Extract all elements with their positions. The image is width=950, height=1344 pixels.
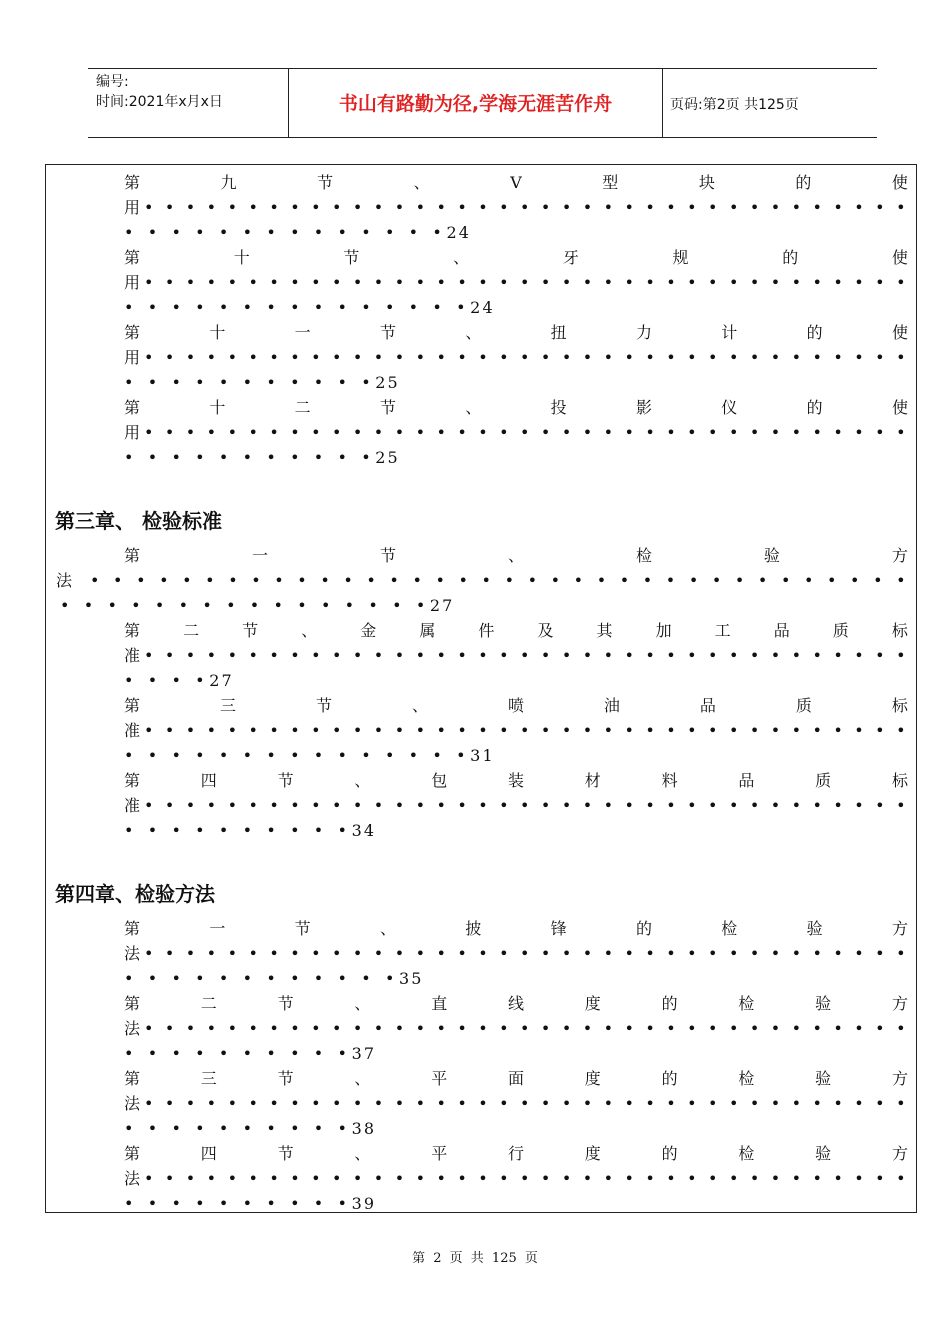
- toc-title-char: 、: [465, 323, 482, 342]
- toc-title-char: 方: [891, 919, 908, 938]
- toc-entry-continuation: [124, 721, 142, 741]
- toc-title-char: 平: [431, 1144, 448, 1163]
- toc-title-char: 节: [317, 173, 334, 192]
- toc-title-char: 检: [738, 1144, 755, 1163]
- toc-entry-continuation: [124, 646, 142, 666]
- toc-title-char: 其: [596, 621, 613, 640]
- toc-title-char: 使: [891, 173, 908, 192]
- toc-title-char: 第: [124, 173, 141, 192]
- toc-title-char: 节: [315, 696, 332, 715]
- toc-title-char: 第: [124, 248, 141, 267]
- toc-entry-title[interactable]: [124, 546, 908, 566]
- toc-entry-title[interactable]: [124, 919, 908, 939]
- toc-title-char: 喷: [507, 696, 524, 715]
- toc-title-char: 节: [277, 994, 294, 1013]
- toc-title-char: 节: [379, 323, 396, 342]
- toc-continuation-char: 法: [124, 1169, 143, 1188]
- toc-title-char: 、: [453, 248, 470, 267]
- toc-page-number: 38: [351, 1119, 377, 1138]
- toc-entry-continuation: [124, 796, 142, 816]
- toc-leader-dots: • • • • • • • • • • • • • • • • • • • • • • • • • • • • • • • • • • • • •: [144, 646, 908, 665]
- toc-title-char: 度: [584, 1144, 601, 1163]
- toc-entry-continuation: [124, 273, 142, 293]
- toc-title-char: 十: [209, 323, 226, 342]
- toc-title-char: 四: [200, 1144, 217, 1163]
- toc-title-char: 使: [891, 248, 908, 267]
- toc-title-char: 金: [360, 621, 377, 640]
- toc-title-char: 线: [507, 994, 524, 1013]
- toc-entry-title[interactable]: [124, 696, 908, 716]
- header-page-cell: [662, 69, 877, 137]
- toc-page-number: 37: [351, 1044, 377, 1063]
- toc-title-char: 第: [124, 1144, 141, 1163]
- toc-title-char: 的: [635, 919, 652, 938]
- toc-page-number: 24: [470, 298, 495, 317]
- toc-leader-tail: • • • • • • • • • • • • • • • •27: [60, 596, 455, 615]
- toc-title-char: 质: [815, 771, 832, 790]
- toc-entry-continuation: [124, 423, 142, 443]
- toc-title-char: 仪: [721, 398, 738, 417]
- toc-title-char: 节: [379, 546, 396, 565]
- toc-title-char: 加: [655, 621, 672, 640]
- toc-title-char: 使: [891, 323, 908, 342]
- toc-leader-dots: • • • • • • • • • • • • • • • • • • • • • • • • • • • • • • • • • • • • •: [144, 796, 908, 815]
- toc-entry-continuation: [124, 944, 142, 964]
- toc-entry-continuation: [56, 571, 74, 591]
- toc-continuation-char: 法: [124, 944, 143, 963]
- toc-title-char: 及: [537, 621, 554, 640]
- toc-title-char: 、: [507, 546, 524, 565]
- toc-page-number: 27: [209, 671, 234, 690]
- toc-entry-title[interactable]: [124, 994, 908, 1014]
- toc-entry-title[interactable]: [124, 771, 908, 791]
- time-label: 时间:2021年x月x日: [96, 94, 223, 110]
- toc-title-char: 工: [714, 621, 731, 640]
- toc-title-char: 的: [782, 248, 799, 267]
- toc-leader-dots: • • • • • • • • • • • • • • • • • • • • • • • • • • • • • • • • • • • • •: [144, 721, 908, 740]
- toc-title-char: 三: [200, 1069, 217, 1088]
- toc-entry-title[interactable]: [124, 621, 908, 641]
- toc-title-char: 节: [277, 1069, 294, 1088]
- toc-entry-continuation: [124, 1094, 142, 1114]
- toc-title-char: 品: [738, 771, 755, 790]
- toc-title-char: 牙: [562, 248, 579, 267]
- toc-title-char: 质: [832, 621, 849, 640]
- toc-leader-tail: • • • • • • • • • • •25: [124, 373, 400, 392]
- toc-leader-tail: • • • • • • • • • • • •35: [124, 969, 424, 988]
- toc-title-char: 的: [661, 1144, 678, 1163]
- toc-title-char: 、: [301, 621, 318, 640]
- toc-title-char: 第: [124, 919, 141, 938]
- toc-title-char: 使: [891, 398, 908, 417]
- toc-title-char: 装: [507, 771, 524, 790]
- toc-leader-tail: • • • • • • • • • •37: [124, 1044, 377, 1063]
- toc-title-char: 检: [721, 919, 738, 938]
- toc-title-char: 标: [891, 771, 908, 790]
- toc-continuation-char: 用: [124, 273, 143, 292]
- toc-title-char: 二: [200, 994, 217, 1013]
- toc-title-char: 披: [465, 919, 482, 938]
- toc-title-char: 一: [251, 546, 268, 565]
- toc-continuation-char: 准: [124, 796, 143, 815]
- toc-title-char: 料: [661, 771, 678, 790]
- toc-page-number: 31: [470, 746, 495, 765]
- toc-page-number: 25: [375, 448, 400, 467]
- toc-continuation-char: 用: [124, 423, 143, 442]
- toc-leader-dots: • • • • • • • • • • • • • • • • • • • • • • • • • • • • • • • • • • • • •: [144, 944, 908, 963]
- toc-title-char: 第: [124, 696, 141, 715]
- toc-page-number: 34: [351, 821, 377, 840]
- toc-continuation-char: 法: [56, 571, 75, 590]
- toc-title-char: 质: [795, 696, 812, 715]
- toc-entry-continuation: [124, 1169, 142, 1189]
- toc-title-char: 、: [354, 771, 371, 790]
- chapter4-heading: 第四章、检验方法: [55, 882, 215, 906]
- toc-title-char: 方: [891, 1144, 908, 1163]
- toc-continuation-char: 准: [124, 721, 143, 740]
- toc-leader-dots: • • • • • • • • • • • • • • • • • • • • • • • • • • • • • • • • • • • • •: [144, 1094, 908, 1113]
- toc-title-char: 节: [294, 919, 311, 938]
- number-label: 编号:: [96, 74, 129, 90]
- toc-leader-dots: • • • • • • • • • • • • • • • • • • • • • • • • • • • • • • • • • • • • •: [144, 1169, 908, 1188]
- toc-title-char: 面: [507, 1069, 524, 1088]
- toc-title-char: 的: [806, 398, 823, 417]
- toc-title-char: 块: [698, 173, 715, 192]
- toc-title-char: 度: [584, 1069, 601, 1088]
- toc-leader-tail: • • • • • • • • • • • • • •24: [124, 223, 472, 242]
- toc-title-char: 标: [891, 621, 908, 640]
- toc-title-char: 品: [773, 621, 790, 640]
- toc-title-char: V: [510, 173, 522, 192]
- toc-title-char: 的: [661, 1069, 678, 1088]
- toc-leader-dots: • • • • • • • • • • • • • • • • • • • • • • • • • • • • • • • • • • • • •: [144, 198, 908, 217]
- toc-title-char: 的: [661, 994, 678, 1013]
- page-header: [88, 68, 877, 138]
- toc-title-char: 计: [721, 323, 738, 342]
- toc-entry-continuation: [124, 1019, 142, 1039]
- toc-continuation-char: 法: [124, 1094, 143, 1113]
- toc-title-char: 规: [672, 248, 689, 267]
- toc-title-char: 件: [478, 621, 495, 640]
- toc-title-char: 检: [738, 994, 755, 1013]
- toc-title-char: 、: [354, 994, 371, 1013]
- toc-continuation-char: 法: [124, 1019, 143, 1038]
- toc-page-number: 25: [375, 373, 400, 392]
- toc-title-char: 平: [431, 1069, 448, 1088]
- toc-title-char: 油: [603, 696, 620, 715]
- toc-title-char: 节: [277, 771, 294, 790]
- toc-leader-dots: • • • • • • • • • • • • • • • • • • • • • • • • • • • • • • • • • • • • •: [144, 423, 908, 442]
- toc-title-char: 、: [465, 398, 482, 417]
- toc-entry-continuation: [124, 198, 142, 218]
- toc-title-char: 检: [635, 546, 652, 565]
- toc-title-char: 投: [550, 398, 567, 417]
- toc-page-number: 35: [399, 969, 424, 988]
- toc-entry-title[interactable]: [124, 323, 908, 343]
- toc-title-char: 属: [419, 621, 436, 640]
- toc-page-number: 39: [351, 1194, 377, 1213]
- header-page-label: 页码:第2页 共125页: [670, 97, 799, 113]
- toc-title-char: 九: [220, 173, 237, 192]
- toc-title-char: 一: [209, 919, 226, 938]
- toc-title-char: 节: [242, 621, 259, 640]
- toc-title-char: 、: [379, 919, 396, 938]
- toc-title-char: 一: [294, 323, 311, 342]
- toc-title-char: 型: [602, 173, 619, 192]
- toc-box: [45, 164, 917, 1213]
- page-footer: 第 2 页 共 125 页: [412, 1251, 538, 1266]
- header-meta: [88, 69, 288, 137]
- toc-title-char: 第: [124, 546, 141, 565]
- toc-leader-tail: • • • • • • • • • •34: [124, 821, 377, 840]
- toc-title-char: 、: [413, 173, 430, 192]
- toc-entry-title[interactable]: [124, 248, 908, 268]
- toc-title-char: 行: [507, 1144, 524, 1163]
- toc-title-char: 第: [124, 621, 141, 640]
- toc-title-char: 的: [795, 173, 812, 192]
- toc-leader-dots: • • • • • • • • • • • • • • • • • • • • • • • • • • • • • • • • • • • • •: [144, 348, 908, 367]
- toc-entry-title[interactable]: [124, 398, 908, 418]
- toc-title-char: 扭: [550, 323, 567, 342]
- toc-title-char: 第: [124, 771, 141, 790]
- toc-title-char: 影: [635, 398, 652, 417]
- toc-title-char: 方: [891, 546, 908, 565]
- toc-title-char: 第: [124, 323, 141, 342]
- toc-title-char: 标: [891, 696, 908, 715]
- toc-page-number: 27: [429, 596, 455, 615]
- toc-title-char: 节: [277, 1144, 294, 1163]
- toc-title-char: 、: [411, 696, 428, 715]
- toc-leader-tail: • • • • • • • • • •38: [124, 1119, 377, 1138]
- toc-title-char: 度: [584, 994, 601, 1013]
- toc-continuation-char: 准: [124, 646, 143, 665]
- toc-title-char: 验: [815, 1144, 832, 1163]
- toc-leader-tail: • • • • • • • • • • • • • • •31: [124, 746, 495, 765]
- toc-title-char: 验: [763, 546, 780, 565]
- toc-title-char: 方: [891, 1069, 908, 1088]
- toc-leader-dots: • • • • • • • • • • • • • • • • • • • • • • • • • • • • • • • • • • • • •: [144, 273, 908, 292]
- toc-continuation-char: 用: [124, 348, 143, 367]
- toc-title-char: 方: [891, 994, 908, 1013]
- toc-title-char: 第: [124, 398, 141, 417]
- toc-title-char: 、: [354, 1069, 371, 1088]
- toc-entry-continuation: [124, 348, 142, 368]
- toc-leader-tail: • • • • • • • • • • •25: [124, 448, 400, 467]
- toc-title-char: 第: [124, 994, 141, 1013]
- toc-leader-dots: • • • • • • • • • • • • • • • • • • • • • • • • • • • • • • • • • • • •: [90, 571, 908, 590]
- toc-title-char: 十: [233, 248, 250, 267]
- toc-title-char: 直: [431, 994, 448, 1013]
- header-motto: 书山有路勤为径,学海无涯苦作舟: [338, 93, 613, 115]
- toc-title-char: 验: [815, 994, 832, 1013]
- toc-title-char: 检: [738, 1069, 755, 1088]
- chapter3-heading: 第三章、 检验标准: [55, 509, 222, 533]
- toc-entry-title[interactable]: [124, 1069, 908, 1089]
- toc-title-char: 包: [431, 771, 448, 790]
- toc-title-char: 材: [584, 771, 601, 790]
- toc-title-char: 四: [200, 771, 217, 790]
- toc-leader-dots: • • • • • • • • • • • • • • • • • • • • • • • • • • • • • • • • • • • • •: [144, 1019, 908, 1038]
- toc-title-char: 品: [699, 696, 716, 715]
- toc-title-char: 验: [815, 1069, 832, 1088]
- toc-leader-tail: • • • • • • • • • • • • • • •24: [124, 298, 495, 317]
- toc-title-char: 三: [219, 696, 236, 715]
- toc-title-char: 节: [379, 398, 396, 417]
- toc-title-char: 、: [354, 1144, 371, 1163]
- toc-title-char: 节: [343, 248, 360, 267]
- toc-leader-tail: • • • • • • • • • •39: [124, 1194, 377, 1213]
- toc-title-char: 二: [294, 398, 311, 417]
- toc-entry-title[interactable]: [124, 1144, 908, 1164]
- toc-leader-tail: • • • •27: [124, 671, 234, 690]
- header-motto-cell: [288, 69, 663, 137]
- toc-title-char: 验: [806, 919, 823, 938]
- toc-title-char: 力: [635, 323, 652, 342]
- toc-title-char: 十: [209, 398, 226, 417]
- toc-title-char: 锋: [550, 919, 567, 938]
- toc-title-char: 的: [806, 323, 823, 342]
- toc-title-char: 二: [183, 621, 200, 640]
- toc-continuation-char: 用: [124, 198, 143, 217]
- toc-entry-title[interactable]: [124, 173, 908, 193]
- toc-page-number: 24: [446, 223, 472, 242]
- toc-title-char: 第: [124, 1069, 141, 1088]
